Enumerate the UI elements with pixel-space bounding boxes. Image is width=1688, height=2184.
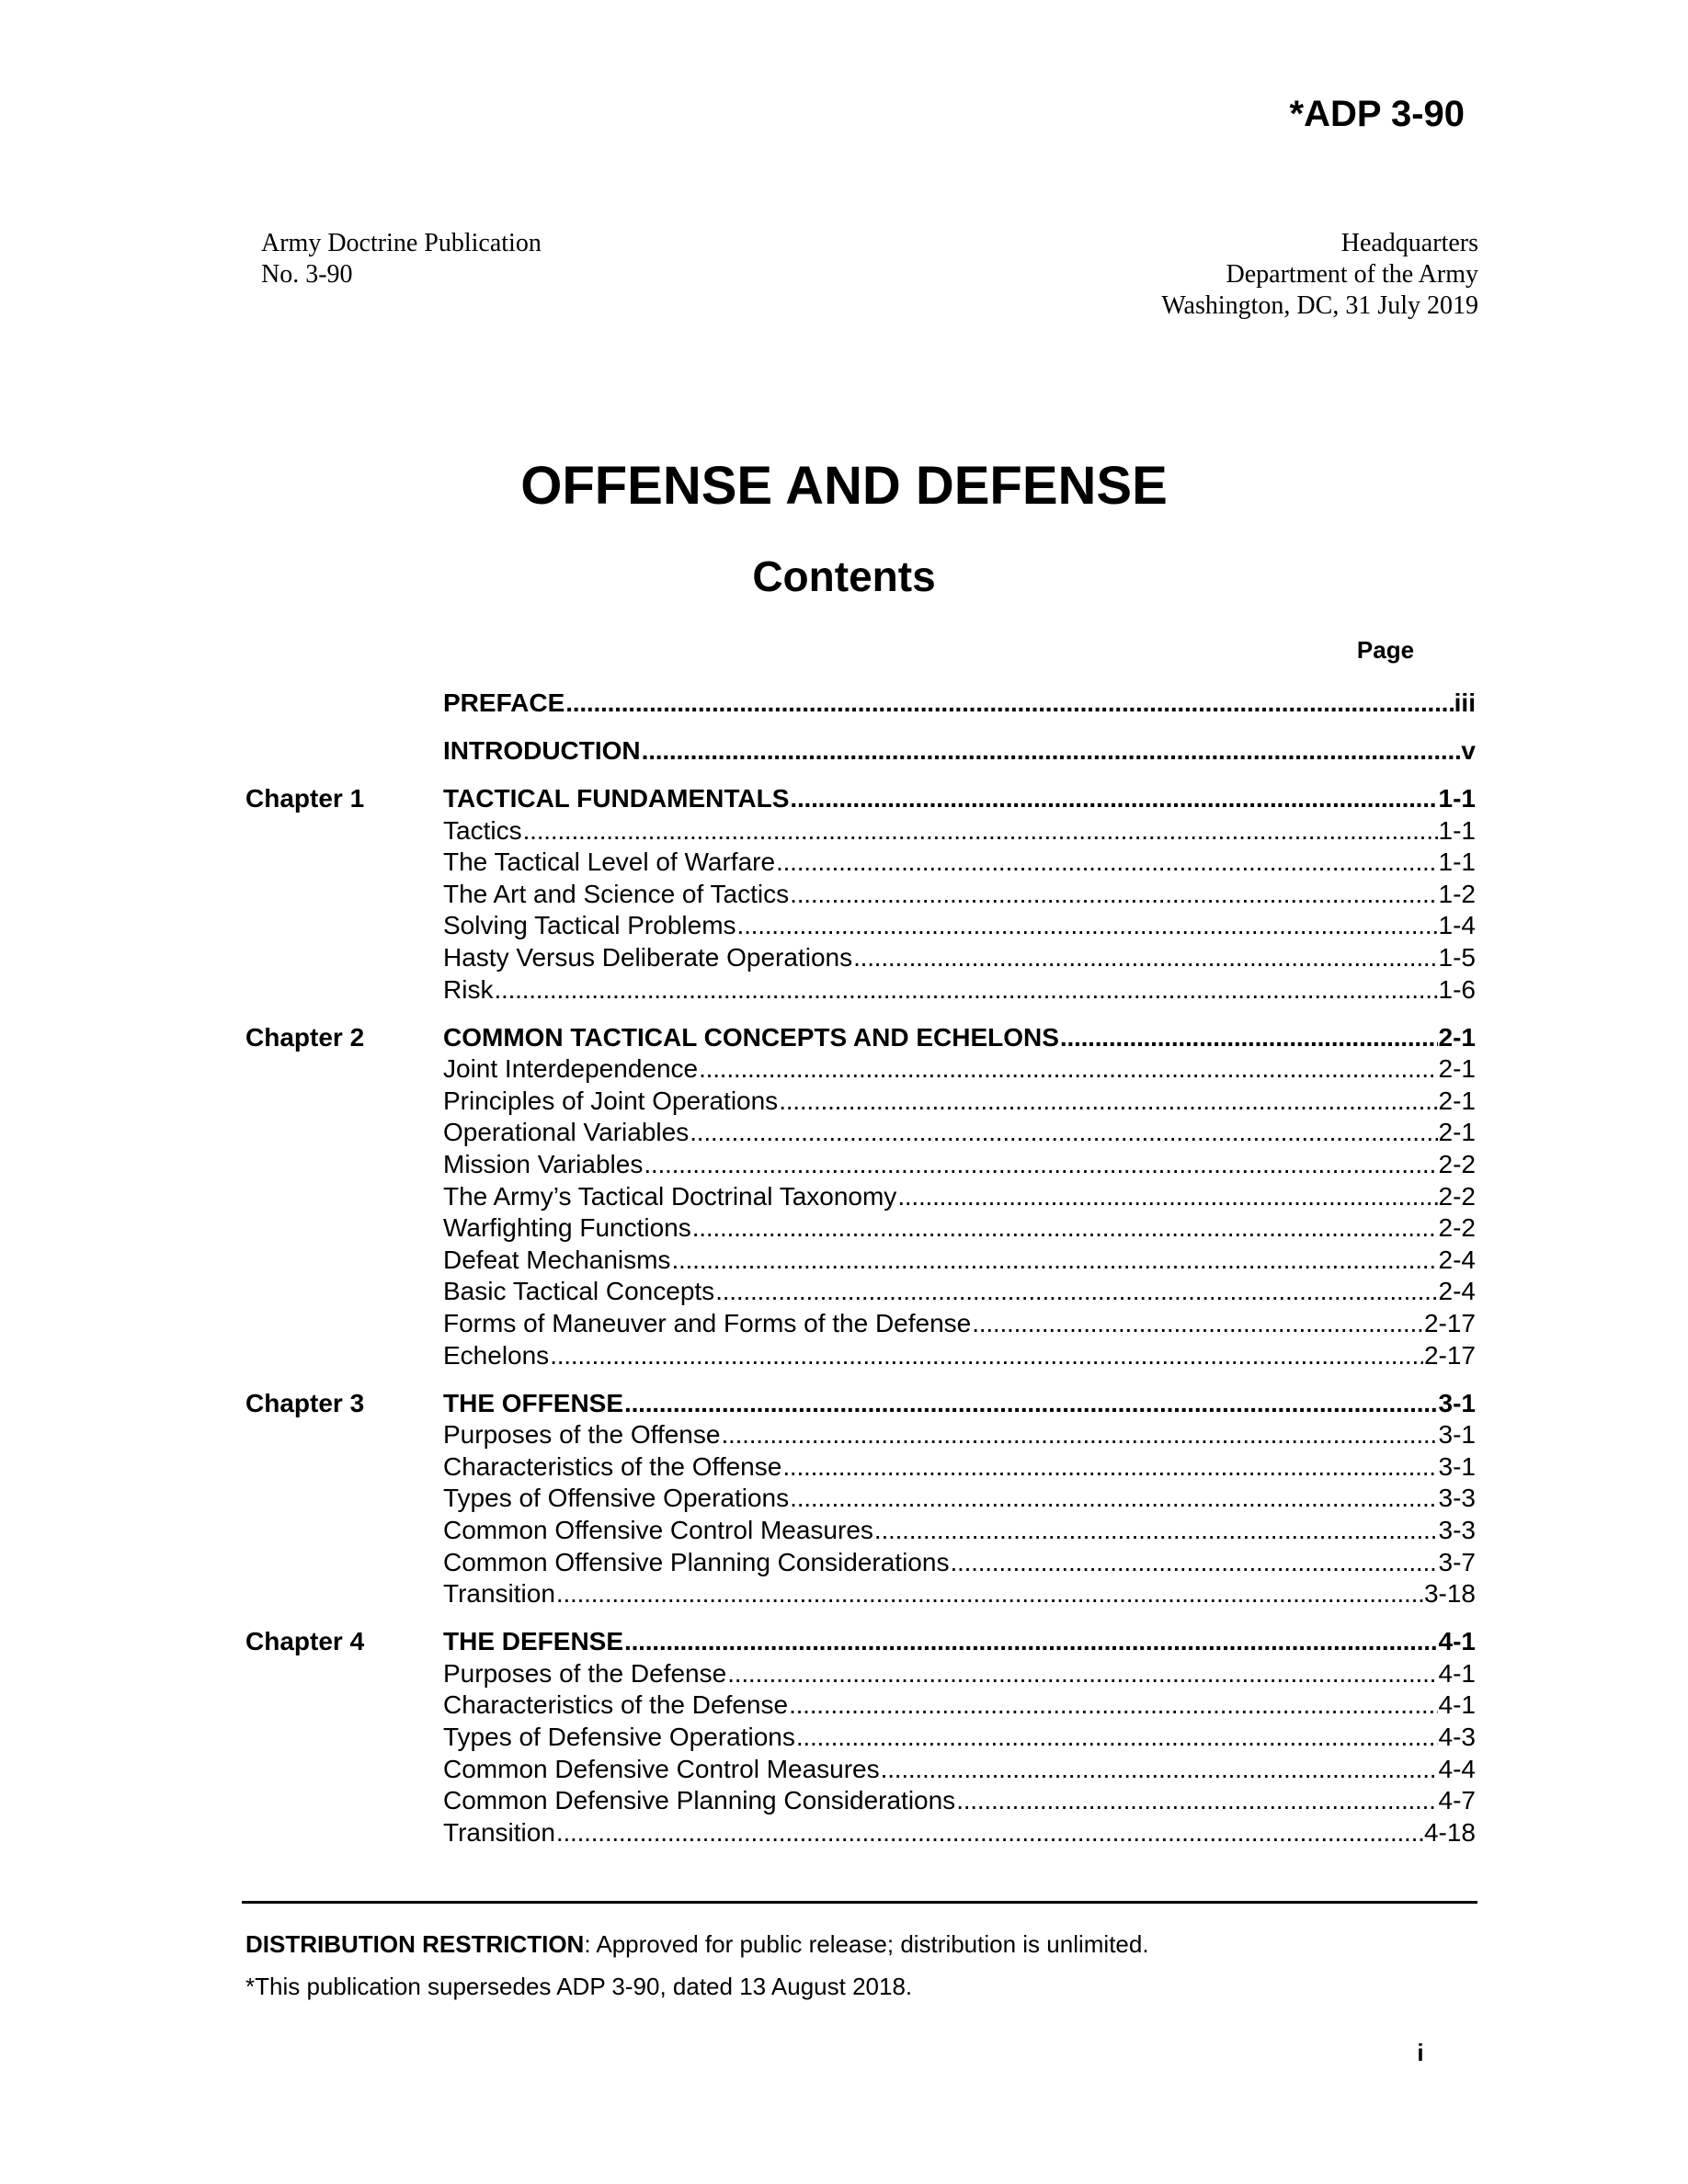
toc-entry-page: 2-4 <box>1438 1245 1476 1274</box>
toc-entry[interactable] <box>443 1817 1476 1848</box>
toc-entry[interactable] <box>443 1022 1476 1053</box>
dot-leader <box>790 879 1437 910</box>
toc-row-section <box>245 1308 1476 1339</box>
toc-entry-label: THE DEFENSE <box>443 1627 624 1656</box>
toc-row-section <box>245 974 1476 1006</box>
toc-entry[interactable] <box>443 1419 1476 1450</box>
toc-entry-label: INTRODUCTION <box>443 736 641 765</box>
dot-leader <box>494 974 1437 1006</box>
dot-leader <box>550 1340 1423 1371</box>
dot-leader <box>853 942 1437 973</box>
toc-entry[interactable] <box>443 1754 1476 1785</box>
distribution-text: : Approved for public release; distribution is unlimited. <box>584 1930 1149 1958</box>
toc-entry-label: Forms of Maneuver and Forms of the Defense <box>443 1309 972 1337</box>
toc-entry-page: 2-17 <box>1423 1309 1476 1337</box>
toc-entry-label: Mission Variables <box>443 1150 644 1178</box>
toc-entry-page: 4-7 <box>1438 1786 1476 1815</box>
dot-leader <box>565 688 1453 719</box>
header-right-line: Department of the Army <box>1226 260 1478 289</box>
chapter-label: Chapter 2 <box>245 1022 365 1052</box>
toc-entry-label: PREFACE <box>443 688 565 717</box>
toc-entry-page: 2-1 <box>1438 1086 1476 1115</box>
page-number: i <box>1417 2039 1424 2066</box>
dot-leader <box>644 1149 1437 1180</box>
toc-entry-label: Common Offensive Control Measures <box>443 1516 873 1544</box>
toc-entry-page: 2-4 <box>1438 1277 1476 1306</box>
dot-leader <box>556 1578 1423 1610</box>
toc-entry-page: 3-1 <box>1438 1420 1476 1450</box>
toc-row-section <box>245 1817 1476 1848</box>
supersedes-note: *This publication supersedes ADP 3-90, dated 13 August 2018. <box>245 1973 913 2000</box>
toc-entry[interactable] <box>443 910 1476 941</box>
dot-leader <box>523 815 1438 847</box>
publication-id: *ADP 3-90 <box>1289 94 1465 134</box>
toc-row-section <box>245 1754 1476 1785</box>
dot-leader <box>1060 1022 1438 1053</box>
chapter-label: Chapter 1 <box>245 784 365 813</box>
dot-leader <box>950 1547 1437 1578</box>
toc-entry-label: Principles of Joint Operations <box>443 1086 779 1115</box>
toc-entry-label: Tactics <box>443 815 522 845</box>
dot-leader <box>721 1419 1437 1450</box>
distribution-restriction <box>245 1928 1149 1960</box>
toc-entry[interactable] <box>443 847 1476 878</box>
toc-entry-label: Characteristics of the Defense <box>443 1690 789 1720</box>
toc-entry-label: Joint Interdependence <box>443 1054 699 1084</box>
toc-row-section <box>245 910 1476 941</box>
toc-entry-label: Warfighting Functions <box>443 1213 691 1243</box>
toc-entry-label: Types of Defensive Operations <box>443 1723 795 1751</box>
toc-entry-label: Common Defensive Control Measures <box>443 1754 880 1783</box>
toc-entry-page: 3-3 <box>1438 1516 1476 1544</box>
toc-entry-page: 3-7 <box>1438 1547 1476 1576</box>
dot-leader <box>624 1388 1438 1419</box>
toc-entry[interactable] <box>443 1483 1476 1514</box>
toc-entry-page: 3-1 <box>1438 1388 1476 1417</box>
toc-entry-label: TACTICAL FUNDAMENTALS <box>443 784 790 813</box>
dot-leader <box>796 1722 1438 1753</box>
toc-entry-label: Characteristics of the Offense <box>443 1451 782 1481</box>
toc-entry-page: 3-18 <box>1423 1579 1476 1609</box>
toc-entry-page: 4-1 <box>1438 1627 1476 1656</box>
toc-entry-page: v <box>1461 736 1476 765</box>
dot-leader <box>790 783 1437 814</box>
toc-entry[interactable] <box>443 688 1476 719</box>
dot-leader <box>642 735 1461 767</box>
dot-leader <box>776 847 1437 878</box>
toc-entry-page: 2-1 <box>1438 1118 1476 1147</box>
toc-entry[interactable] <box>443 1149 1476 1180</box>
toc-entry[interactable] <box>443 1547 1476 1578</box>
toc-entry-page: 2-1 <box>1438 1022 1476 1052</box>
toc-row-section <box>245 1340 1476 1371</box>
toc-row-section <box>245 1547 1476 1578</box>
dot-leader <box>972 1308 1423 1339</box>
toc-entry[interactable] <box>443 1212 1476 1244</box>
toc-entry-page: 1-1 <box>1438 847 1476 877</box>
toc-entry-page: 4-4 <box>1438 1754 1476 1783</box>
toc-entry-page: 1-2 <box>1438 879 1476 908</box>
dot-leader <box>690 1117 1437 1148</box>
page-column-label: Page <box>1356 636 1415 664</box>
toc-entry[interactable] <box>443 1578 1476 1610</box>
toc-entry-label: THE OFFENSE <box>443 1388 624 1417</box>
toc-row-section <box>245 1419 1476 1450</box>
dot-leader <box>790 1483 1437 1514</box>
dot-leader <box>624 1626 1438 1657</box>
toc-entry-label: Common Defensive Planning Considerations <box>443 1786 956 1815</box>
toc-entry-page: 4-1 <box>1438 1690 1476 1720</box>
toc-entry-label: Common Offensive Planning Considerations <box>443 1547 950 1576</box>
toc-entry-label: Hasty Versus Deliberate Operations <box>443 943 853 972</box>
toc-entry-label: Echelons <box>443 1340 550 1370</box>
toc-row-section <box>245 1451 1476 1483</box>
contents-heading: Contents <box>752 552 936 600</box>
toc-entry-label: Defeat Mechanisms <box>443 1245 671 1274</box>
dot-leader <box>956 1785 1437 1816</box>
toc-entry[interactable] <box>443 735 1476 767</box>
toc-row-section <box>245 1117 1476 1148</box>
header-left <box>261 228 542 290</box>
toc-row-section <box>245 1578 1476 1610</box>
toc-entry[interactable] <box>443 1722 1476 1753</box>
toc-entry-label: Purposes of the Defense <box>443 1658 727 1688</box>
toc-entry[interactable] <box>443 815 1476 847</box>
toc-row-section <box>245 879 1476 910</box>
toc-row-section <box>245 1483 1476 1514</box>
toc-entry-page: 4-1 <box>1438 1658 1476 1688</box>
toc-entry-page: iii <box>1454 688 1476 717</box>
document-title: OFFENSE AND DEFENSE <box>520 456 1168 516</box>
toc-entry[interactable] <box>443 1276 1476 1307</box>
toc-entry-label: Types of Offensive Operations <box>443 1484 790 1513</box>
header-left-line: Army Doctrine Publication <box>261 229 542 257</box>
toc-entry-page: 3-3 <box>1438 1484 1476 1513</box>
toc-row-section <box>245 1053 1476 1085</box>
toc-row-introduction <box>245 735 1476 767</box>
dot-leader <box>671 1245 1437 1276</box>
toc-entry-page: 2-1 <box>1438 1054 1476 1084</box>
toc-entry-label: Operational Variables <box>443 1118 690 1147</box>
toc-entry[interactable] <box>443 1626 1476 1657</box>
dot-leader <box>881 1754 1438 1785</box>
toc-entry-page: 1-1 <box>1438 815 1476 845</box>
toc-entry[interactable] <box>443 1053 1476 1085</box>
header-right <box>1161 228 1478 322</box>
toc-entry[interactable] <box>443 974 1476 1006</box>
dot-leader <box>789 1689 1437 1721</box>
chapter-label: Chapter 4 <box>245 1627 365 1656</box>
toc-entry[interactable] <box>443 1515 1476 1546</box>
header-left-line: No. 3-90 <box>261 260 353 289</box>
toc-row-section <box>245 942 1476 973</box>
toc-entry-page: 2-2 <box>1438 1150 1476 1178</box>
toc-row-section <box>245 1276 1476 1307</box>
toc-row-section <box>245 1086 1476 1117</box>
dot-leader <box>715 1276 1437 1307</box>
toc-entry[interactable] <box>443 1117 1476 1148</box>
toc-row-section <box>245 815 1476 847</box>
toc-entry-page: 2-17 <box>1423 1340 1476 1370</box>
toc-row-section <box>245 847 1476 878</box>
toc-row-section <box>245 1181 1476 1212</box>
dot-leader <box>737 910 1438 941</box>
toc-entry-label: Basic Tactical Concepts <box>443 1277 715 1306</box>
dot-leader <box>699 1053 1437 1085</box>
header-right-line: Headquarters <box>1340 229 1478 257</box>
toc-row-section <box>245 1658 1476 1689</box>
dot-leader <box>556 1817 1423 1848</box>
toc-entry[interactable] <box>443 1308 1476 1339</box>
toc-row-chapter <box>245 1626 1476 1657</box>
toc-entry-page: 1-6 <box>1438 974 1476 1004</box>
toc-row-preface <box>245 688 1476 719</box>
toc-entry-label: Solving Tactical Problems <box>443 911 736 940</box>
toc-entry-label: Transition <box>443 1579 555 1609</box>
toc-entry-label: The Army’s Tactical Doctrinal Taxonomy <box>443 1181 897 1211</box>
toc-entry[interactable] <box>443 1451 1476 1483</box>
dot-leader <box>727 1658 1437 1689</box>
toc-row-section <box>245 1722 1476 1753</box>
toc-row-section <box>245 1515 1476 1546</box>
toc-entry-page: 2-2 <box>1438 1213 1476 1243</box>
distribution-label: DISTRIBUTION RESTRICTION <box>245 1930 585 1958</box>
toc-entry-page: 4-3 <box>1438 1723 1476 1751</box>
toc-entry-page: 1-1 <box>1438 784 1476 813</box>
toc-row-section <box>245 1689 1476 1721</box>
toc-row-chapter <box>245 1022 1476 1053</box>
toc-entry-label: Risk <box>443 974 494 1004</box>
toc-entry-label: The Tactical Level of Warfare <box>443 847 776 877</box>
toc-entry[interactable] <box>443 942 1476 973</box>
toc-entry-page: 4-18 <box>1423 1817 1476 1847</box>
toc-entry-label: Transition <box>443 1817 555 1847</box>
dot-leader <box>897 1181 1437 1212</box>
toc-entry-label: Purposes of the Offense <box>443 1420 721 1450</box>
toc-row-section <box>245 1212 1476 1244</box>
dot-leader <box>692 1212 1438 1244</box>
toc-entry[interactable] <box>443 1340 1476 1371</box>
toc-entry[interactable] <box>443 1181 1476 1212</box>
toc-entry[interactable] <box>443 1785 1476 1816</box>
toc-entry-page: 1-4 <box>1438 911 1476 940</box>
dot-leader <box>779 1086 1437 1117</box>
dot-leader <box>874 1515 1438 1546</box>
toc-entry-label: The Art and Science of Tactics <box>443 879 790 908</box>
toc-entry-label: COMMON TACTICAL CONCEPTS AND ECHELONS <box>443 1022 1059 1052</box>
toc-entry[interactable] <box>443 879 1476 910</box>
toc-row-chapter <box>245 783 1476 814</box>
chapter-label: Chapter 3 <box>245 1388 365 1417</box>
toc-row-chapter <box>245 1388 1476 1419</box>
toc-entry[interactable] <box>443 783 1476 814</box>
toc-entry-page: 3-1 <box>1438 1451 1476 1481</box>
toc-entry[interactable] <box>443 1689 1476 1721</box>
dot-leader <box>782 1451 1437 1483</box>
toc-entry[interactable] <box>443 1388 1476 1419</box>
toc-entry[interactable] <box>443 1658 1476 1689</box>
toc-entry-page: 2-2 <box>1438 1181 1476 1211</box>
toc-row-section <box>245 1785 1476 1816</box>
toc-entry[interactable] <box>443 1245 1476 1276</box>
toc-entry-page: 1-5 <box>1438 943 1476 972</box>
toc-row-section <box>245 1245 1476 1276</box>
header-right-line: Washington, DC, 31 July 2019 <box>1161 291 1478 320</box>
toc-row-section <box>245 1149 1476 1180</box>
footer-divider <box>242 1901 1477 1904</box>
toc-entry[interactable] <box>443 1086 1476 1117</box>
